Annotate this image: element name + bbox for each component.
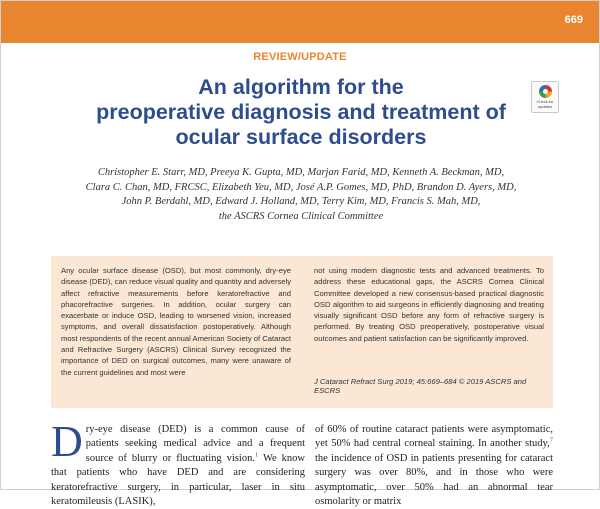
author-line: Clara C. Chan, MD, FRCSC, Elizabeth Yeu, MD, José A.P. Gomes, MD, PhD, Brandon D. Ayers, MD, [85, 181, 517, 193]
updates-icon [539, 85, 552, 98]
title-line: preoperative diagnosis and treatment of [96, 100, 506, 124]
abstract-text-left: Any ocular surface disease (OSD), but most commonly, dry-eye disease (DED), can reduce visual quality and quantity and adversely affect refractive measurements before keratorefractive and phacorefractive surgeries. In addition, ocular surgery can exacerbate or induce OSD, leading to worsened vision, increased symptoms, and overall dissatisfaction postoperatively. Although most respondents of the recent annual American Society of Cataract and Refractive Surgery (ASCRS) Clinical Survey recognized the importance of DED on surgical outcomes, many were unaware of the current guidelines and most were [61, 266, 291, 377]
header-bar [1, 1, 599, 43]
author-line: the ASCRS Cornea Clinical Committee [218, 210, 384, 222]
author-line: John P. Berdahl, MD, Edward J. Holland, MD, Terry Kim, MD, Francis S. Mah, MD, [121, 196, 481, 207]
reference-link[interactable]: 7 [549, 436, 553, 444]
author-line: Christopher E. Starr, MD, Preeya K. Gupta, MD, Marjan Farid, MD, Kenneth A. Beckman, MD, [97, 167, 505, 178]
updates-badge-label: Check for updates [536, 99, 554, 109]
author-list [41, 166, 561, 224]
section-label: REVIEW/UPDATE [253, 51, 347, 63]
body-text: of 60% of routine cataract patients were asymptomatic, yet 50% had central corneal staining. In another study, [315, 424, 553, 450]
page-number: 669 [564, 14, 583, 26]
body-column-right [315, 423, 553, 509]
body-text: the incidence of OSD in patients presenting for cataract surgery was over 80%, and in those who were asymptomatic, over 50% had an abnormal tear osmolarity or matrix [315, 452, 553, 508]
title-line: An algorithm for the [198, 75, 404, 99]
article-title [61, 75, 541, 150]
body-column-left [51, 417, 306, 509]
title-line: ocular surface disorders [175, 125, 427, 149]
body-text: ry-eye disease (DED) is a common cause of patients seeking medical advice and a frequent source of blurry or fluctuating vision. [85, 424, 305, 464]
check-for-updates-badge[interactable] [531, 81, 559, 113]
citation: J Cataract Refract Surg 2019; 45:669–684 © 2019 ASCRS and ESCRS [314, 377, 527, 395]
abstract-text-right: not using modern diagnostic tests and advanced treatments. To address these educational gaps, the ASCRS Cornea Clinical Committee developed a new consensus-based practical diagnostic OSD algorithm to aid surgeons in efficiently diagnosing and treating visually significant OSD before any form of refractive surgery is performed. By treating OSD preoperatively, postoperative visual outcomes and patient satisfaction can be significantly improved. [314, 266, 544, 343]
abstract-box [51, 256, 553, 408]
drop-cap: D [51, 417, 83, 466]
body-text: We know that patients who have DED and are considering keratorefractive surgery, in particular, laser in situ keratomileusis (LASIK), [51, 452, 306, 508]
reference-link[interactable]: 1 [254, 451, 259, 459]
